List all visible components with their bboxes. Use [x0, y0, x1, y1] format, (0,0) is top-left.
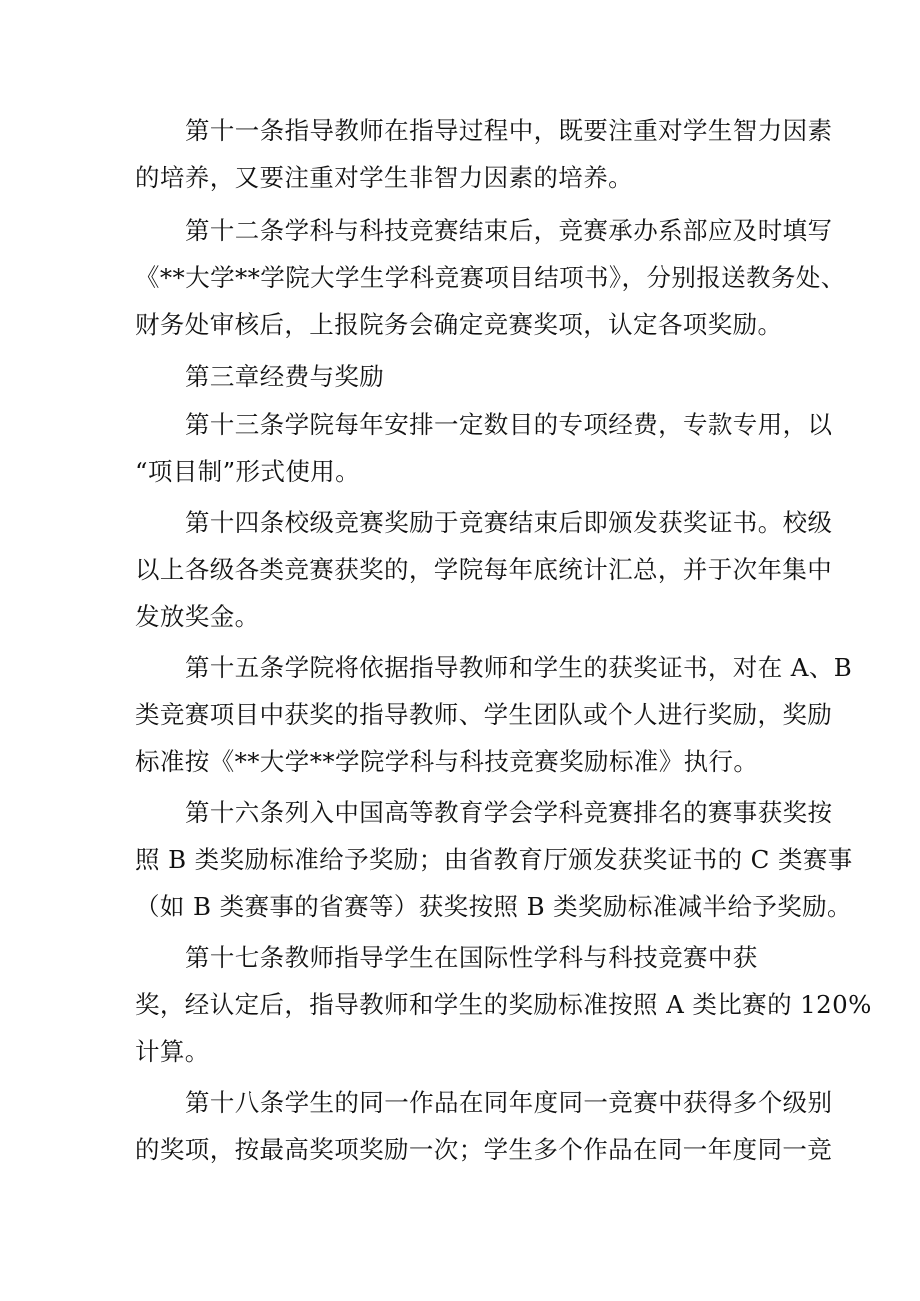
- text-line: 第十二条学科与科技竞赛结束后，竞赛承办系部应及时填写: [185, 216, 833, 245]
- text-line: 第十一条指导教师在指导过程中，既要注重对学生智力因素: [185, 116, 833, 145]
- text-line: “项目制”形式使用。: [135, 457, 361, 486]
- text-line: 《**大学**学院大学生学科竞赛项目结项书》，分别报送教务处、: [135, 263, 846, 292]
- text-line: 的奖项，按最高奖项奖励一次；学生多个作品在同一年度同一竞: [135, 1135, 833, 1164]
- text-line: （如 B 类赛事的省赛等）获奖按照 B 类奖励标准减半给予奖励。: [135, 892, 852, 921]
- text-line: 第十五条学院将依据指导教师和学生的获奖证书，对在 A、B: [185, 653, 853, 682]
- text-line: 第十七条教师指导学生在国际性学科与科技竞赛中获: [185, 943, 758, 972]
- text-line: 第十六条列入中国高等教育学会学科竞赛排名的赛事获奖按: [185, 798, 833, 827]
- text-line: 第十八条学生的同一作品在同年度同一竞赛中获得多个级别: [185, 1088, 833, 1117]
- text-line: 发放奖金。: [135, 602, 260, 631]
- chapter-heading: 第三章经费与奖励: [185, 362, 385, 391]
- text-line: 以上各级各类竞赛获奖的，学院每年底统计汇总，并于次年集中: [135, 555, 833, 584]
- text-line: 的培养，又要注重对学生非智力因素的培养。: [135, 163, 633, 192]
- text-line: 奖，经认定后，指导教师和学生的奖励标准按照 A 类比赛的 120%: [135, 990, 872, 1019]
- text-line: 标准按《**大学**学院学科与科技竞赛奖励标准》执行。: [135, 747, 759, 776]
- text-line: 照 B 类奖励标准给予奖励；由省教育厅颁发获奖证书的 C 类赛事: [135, 845, 853, 874]
- text-line: 财务处审核后，上报院务会确定竞赛奖项，认定各项奖励。: [135, 310, 783, 339]
- text-line: 计算。: [135, 1037, 210, 1066]
- text-line: 第十四条校级竞赛奖励于竞赛结束后即颁发获奖证书。校级: [185, 508, 833, 537]
- text-line: 第十三条学院每年安排一定数目的专项经费，专款专用，以: [185, 410, 833, 439]
- text-line: 类竞赛项目中获奖的指导教师、学生团队或个人进行奖励，奖励: [135, 700, 833, 729]
